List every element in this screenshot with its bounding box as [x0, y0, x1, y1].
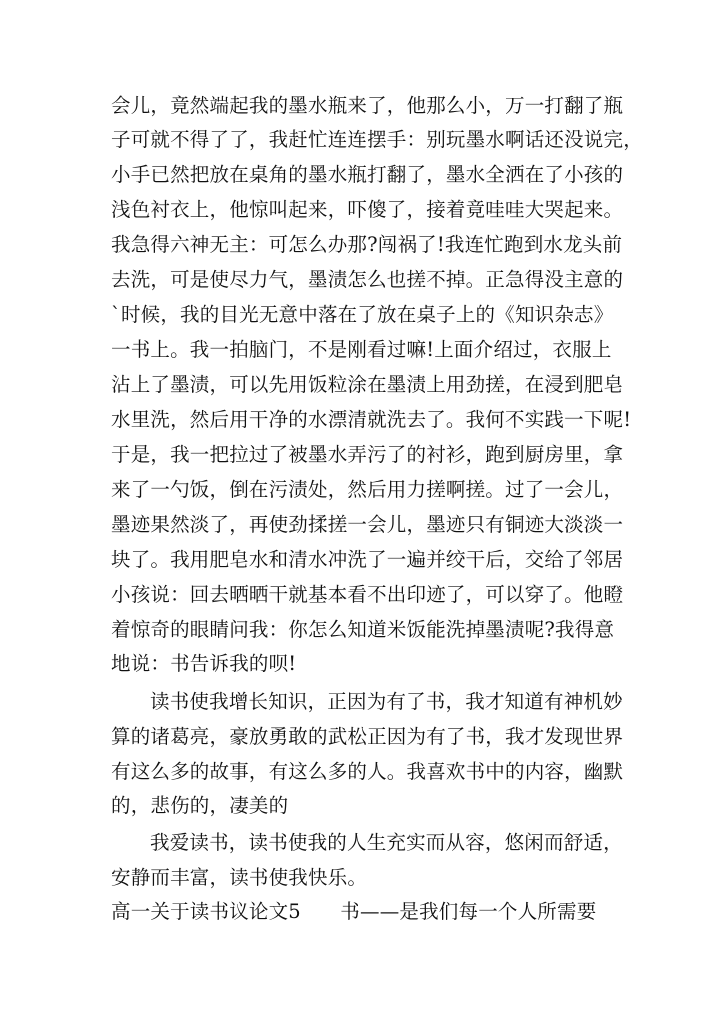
text-line: 我急得六神无主：可怎么办那?闯祸了!我连忙跑到水龙头前: [111, 233, 623, 256]
text-line: 安静而丰富，读书使我快乐。: [111, 866, 368, 889]
text-line: 子可就不得了了，我赶忙连连摆手：别玩墨水啊话还没说完，: [111, 128, 643, 151]
text-line: 水里洗，然后用干净的水漂清就洗去了。我何不实践一下呢!: [111, 408, 632, 431]
text-line: 会儿，竟然端起我的墨水瓶来了，他那么小，万一打翻了瓶: [111, 94, 624, 117]
text-line: 去洗，可是使尽力气，墨渍怎么也搓不掉。正急得没主意的: [111, 268, 624, 291]
text-line: 一书上。我一拍脑门，不是刚看过嘛!上面介绍过，衣服上: [111, 338, 612, 361]
paragraph-first-line: 读书使我增长知识，正因为有了书，我才知道有神机妙: [150, 690, 623, 713]
text-line: 着惊奇的眼睛问我：你怎么知道米饭能洗掉墨渍呢?我得意: [111, 618, 615, 641]
text-line: 来了一勺饭，倒在污渍处，然后用力搓啊搓。过了一会儿，: [111, 478, 624, 501]
text-line: 小孩说：回去晒晒干就基本看不出印迹了，可以穿了。他瞪: [111, 583, 624, 606]
text-line: 地说：书告诉我的呗!: [111, 652, 297, 675]
text-line: 浅色衬衣上，他惊叫起来，吓傻了，接着竟哇哇大哭起来。: [111, 198, 624, 221]
text-line: 的，悲伤的，凄美的: [111, 794, 289, 817]
paragraph-first-line: 我爱读书，读书使我的人生充实而从容，悠闲而舒适，: [150, 831, 623, 854]
text-line: 有这么多的故事，有这么多的人。我喜欢书中的内容，幽默: [111, 760, 624, 783]
text-line: 算的诸葛亮，豪放勇敢的武松正因为有了书，我才发现世界: [111, 725, 624, 748]
text-line: 块了。我用肥皂水和清水冲洗了一遍并绞干后，交给了邻居: [111, 548, 624, 571]
text-line: `时候，我的目光无意中落在了放在桌子上的《知识杂志》: [111, 303, 614, 326]
text-line: 沾上了墨渍，可以先用饭粒涂在墨渍上用劲搓，在浸到肥皂: [111, 373, 624, 396]
text-line: 墨迹果然淡了，再使劲揉搓一会儿，墨迹只有铜迹大淡淡一: [111, 513, 624, 536]
text-line: 于是，我一把拉过了被墨水弄污了的衬衫，跑到厨房里，拿: [111, 443, 624, 466]
text-line: 小手已然把放在桌角的墨水瓶打翻了，墨水全洒在了小孩的: [111, 163, 624, 186]
section-heading-line: 高一关于读书议论文5 书——是我们每一个人所需要: [111, 900, 597, 923]
